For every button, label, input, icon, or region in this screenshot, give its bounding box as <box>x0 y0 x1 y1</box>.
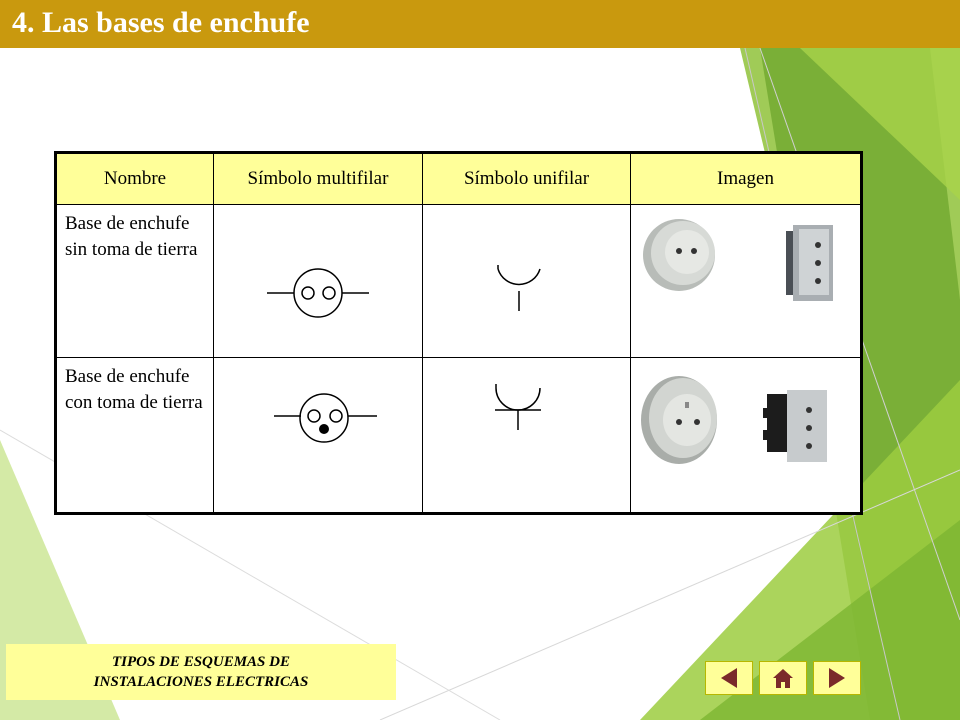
round-socket-photo <box>643 219 715 291</box>
next-button[interactable] <box>813 661 861 695</box>
home-button[interactable] <box>759 661 807 695</box>
socket-photos <box>631 358 862 500</box>
triangle-right-icon <box>825 666 849 690</box>
socket-table <box>54 151 863 515</box>
title-bar <box>0 0 960 48</box>
socket-photos <box>631 205 862 345</box>
row-name: Base de enchufe sin toma de tierra <box>65 213 198 260</box>
image-cell <box>631 205 862 358</box>
header-imagen: Imagen <box>631 153 862 205</box>
round-socket-earth-photo <box>641 376 717 464</box>
unifilar-cell <box>423 358 631 514</box>
header-simbolo-unifilar: Símbolo unifilar <box>423 153 631 205</box>
footer-line-1: TIPOS DE ESQUEMAS DE <box>112 654 290 670</box>
footer-label <box>6 644 396 700</box>
triangle-left-icon <box>717 666 741 690</box>
header-nombre: Nombre <box>56 153 214 205</box>
slide-title: 4. Las bases de enchufe <box>12 6 310 39</box>
unifilar-cell <box>423 205 631 358</box>
image-cell <box>631 358 862 514</box>
previous-button[interactable] <box>705 661 753 695</box>
table-row <box>56 358 862 514</box>
socket-earth-single-line-symbol <box>423 358 631 500</box>
surface-socket-photo <box>775 217 837 315</box>
header-simbolo-multifilar: Símbolo multifilar <box>214 153 423 205</box>
home-icon <box>770 666 796 690</box>
row-name-cell <box>56 358 214 514</box>
footer-line-2: INSTALACIONES ELECTRICAS <box>93 674 309 690</box>
table-row <box>56 205 862 358</box>
table-header-row <box>56 153 862 205</box>
multifilar-cell <box>214 205 423 358</box>
socket-earth-multiline-symbol <box>214 358 423 500</box>
socket-no-earth-single-line-symbol <box>423 205 631 345</box>
socket-no-earth-multiline-symbol <box>214 205 423 345</box>
multifilar-cell <box>214 358 423 514</box>
row-name: Base de enchufe con toma de tierra <box>65 366 203 413</box>
surface-socket-earth-photo <box>763 378 841 474</box>
row-name-cell <box>56 205 214 358</box>
